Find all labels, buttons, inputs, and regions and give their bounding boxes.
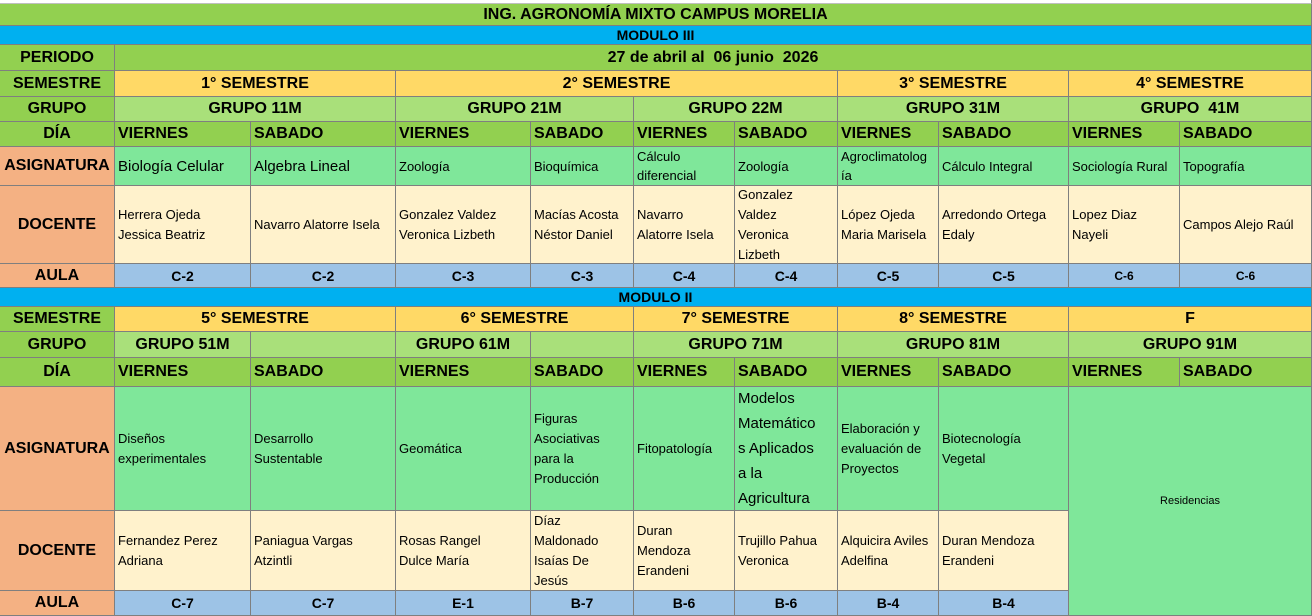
label-asignatura: ASIGNATURA (0, 387, 115, 511)
day-cell: SABADO (1180, 122, 1312, 147)
day-cell: VIERNES (634, 358, 735, 387)
room-cell: B-7 (531, 591, 634, 616)
group-11m: GRUPO 11M (115, 97, 396, 122)
teacher-cell: Herrera Ojeda Jessica Beatriz (115, 186, 251, 264)
day-cell: SABADO (251, 358, 396, 387)
group-41m: GRUPO 41M (1069, 97, 1312, 122)
teacher-cell: Macías Acosta Néstor Daniel (531, 186, 634, 264)
room-cell: C-6 (1180, 264, 1312, 288)
room-cell: C-5 (939, 264, 1069, 288)
teacher-cell: Campos Alejo Raúl (1180, 186, 1312, 264)
day-cell: SABADO (939, 358, 1069, 387)
teacher-cell: Paniagua Vargas Atzintli (251, 511, 396, 591)
teacher-cell: Arredondo Ortega Edaly (939, 186, 1069, 264)
period-value: 27 de abril al 06 junio 2026 (115, 45, 1312, 71)
subject-cell: Cálculo diferencial (634, 147, 735, 186)
day-cell: SABADO (251, 122, 396, 147)
room-cell: C-7 (251, 591, 396, 616)
subject-cell: Fitopatología (634, 387, 735, 511)
subject-cell: Desarrollo Sustentable (251, 387, 396, 511)
label-aula: AULA (0, 264, 115, 288)
group-61m: GRUPO 61M (396, 332, 531, 358)
room-cell: C-3 (531, 264, 634, 288)
group-22m: GRUPO 22M (634, 97, 838, 122)
subject-cell: Elaboración y evaluación de Proyectos (838, 387, 939, 511)
label-semestre: SEMESTRE (0, 71, 115, 97)
day-cell: SABADO (735, 358, 838, 387)
room-cell: C-4 (735, 264, 838, 288)
label-docente: DOCENTE (0, 511, 115, 591)
subject-cell: Figuras Asociativas para la Producción (531, 387, 634, 511)
day-cell: VIERNES (115, 358, 251, 387)
room-cell: B-6 (735, 591, 838, 616)
teacher-cell: Duran Mendoza Erandeni (939, 511, 1069, 591)
room-cell: B-4 (838, 591, 939, 616)
day-cell: VIERNES (1069, 358, 1180, 387)
day-cell: VIERNES (838, 358, 939, 387)
teacher-cell: Duran Mendoza Erandeni (634, 511, 735, 591)
day-cell: SABADO (939, 122, 1069, 147)
subject-cell: Biología Celular (115, 147, 251, 186)
label-semestre: SEMESTRE (0, 307, 115, 332)
teacher-cell: Fernandez Perez Adriana (115, 511, 251, 591)
residencias-cell: Residencias (1069, 387, 1312, 616)
day-cell: SABADO (1180, 358, 1312, 387)
subject-cell: Algebra Lineal (251, 147, 396, 186)
day-cell: SABADO (735, 122, 838, 147)
subject-cell: Topografía (1180, 147, 1312, 186)
room-cell: C-6 (1069, 264, 1180, 288)
subject-cell: Biotecnología Vegetal (939, 387, 1069, 511)
group-81m: GRUPO 81M (838, 332, 1069, 358)
label-docente: DOCENTE (0, 186, 115, 264)
teacher-cell: Navarro Alatorre Isela (634, 186, 735, 264)
teacher-cell: Navarro Alatorre Isela (251, 186, 396, 264)
sheet-title: ING. AGRONOMÍA MIXTO CAMPUS MORELIA (0, 4, 1312, 26)
subject-cell: Cálculo Integral (939, 147, 1069, 186)
day-cell: SABADO (531, 358, 634, 387)
semester-3: 3° SEMESTRE (838, 71, 1069, 97)
subject-cell: Modelos Matemático s Aplicados a la Agricultura (735, 387, 838, 511)
group-empty (531, 332, 634, 358)
teacher-cell: Rosas Rangel Dulce María (396, 511, 531, 591)
group-71m: GRUPO 71M (634, 332, 838, 358)
room-cell: C-4 (634, 264, 735, 288)
group-21m: GRUPO 21M (396, 97, 634, 122)
semester-1: 1° SEMESTRE (115, 71, 396, 97)
room-cell: B-6 (634, 591, 735, 616)
room-cell: C-2 (251, 264, 396, 288)
room-cell: C-2 (115, 264, 251, 288)
teacher-cell: Gonzalez Valdez Veronica Lizbeth (396, 186, 531, 264)
semester-f: F (1069, 307, 1312, 332)
room-cell: C-7 (115, 591, 251, 616)
subject-cell: Diseños experimentales (115, 387, 251, 511)
teacher-cell: Díaz Maldonado Isaías De Jesús (531, 511, 634, 591)
day-cell: VIERNES (838, 122, 939, 147)
room-cell: B-4 (939, 591, 1069, 616)
teacher-cell: Trujillo Pahua Veronica (735, 511, 838, 591)
group-91m: GRUPO 91M (1069, 332, 1312, 358)
group-51m: GRUPO 51M (115, 332, 251, 358)
day-cell: VIERNES (396, 122, 531, 147)
subject-cell: Bioquímica (531, 147, 634, 186)
semester-7: 7° SEMESTRE (634, 307, 838, 332)
semester-6: 6° SEMESTRE (396, 307, 634, 332)
label-asignatura: ASIGNATURA (0, 147, 115, 186)
label-grupo: GRUPO (0, 332, 115, 358)
day-cell: VIERNES (634, 122, 735, 147)
subject-cell: Agroclimatolog ía (838, 147, 939, 186)
teacher-cell: Lopez Diaz Nayeli (1069, 186, 1180, 264)
room-cell: E-1 (396, 591, 531, 616)
label-dia: DÍA (0, 122, 115, 147)
day-cell: VIERNES (396, 358, 531, 387)
subject-cell: Zoología (735, 147, 838, 186)
subject-cell: Sociología Rural (1069, 147, 1180, 186)
semester-5: 5° SEMESTRE (115, 307, 396, 332)
module2-title: MODULO II (0, 288, 1312, 307)
semester-4: 4° SEMESTRE (1069, 71, 1312, 97)
teacher-cell: Gonzalez Valdez Veronica Lizbeth (735, 186, 838, 264)
label-grupo: GRUPO (0, 97, 115, 122)
semester-8: 8° SEMESTRE (838, 307, 1069, 332)
teacher-cell: Alquicira Aviles Adelfina (838, 511, 939, 591)
subject-cell: Zoología (396, 147, 531, 186)
label-dia: DÍA (0, 358, 115, 387)
day-cell: VIERNES (1069, 122, 1180, 147)
room-cell: C-5 (838, 264, 939, 288)
group-31m: GRUPO 31M (838, 97, 1069, 122)
group-empty (251, 332, 396, 358)
teacher-cell: López Ojeda Maria Marisela (838, 186, 939, 264)
subject-cell: Geomática (396, 387, 531, 511)
label-periodo: PERIODO (0, 45, 115, 71)
label-aula: AULA (0, 591, 115, 616)
semester-2: 2° SEMESTRE (396, 71, 838, 97)
day-cell: VIERNES (115, 122, 251, 147)
room-cell: C-3 (396, 264, 531, 288)
day-cell: SABADO (531, 122, 634, 147)
module3-title: MODULO III (0, 26, 1312, 45)
